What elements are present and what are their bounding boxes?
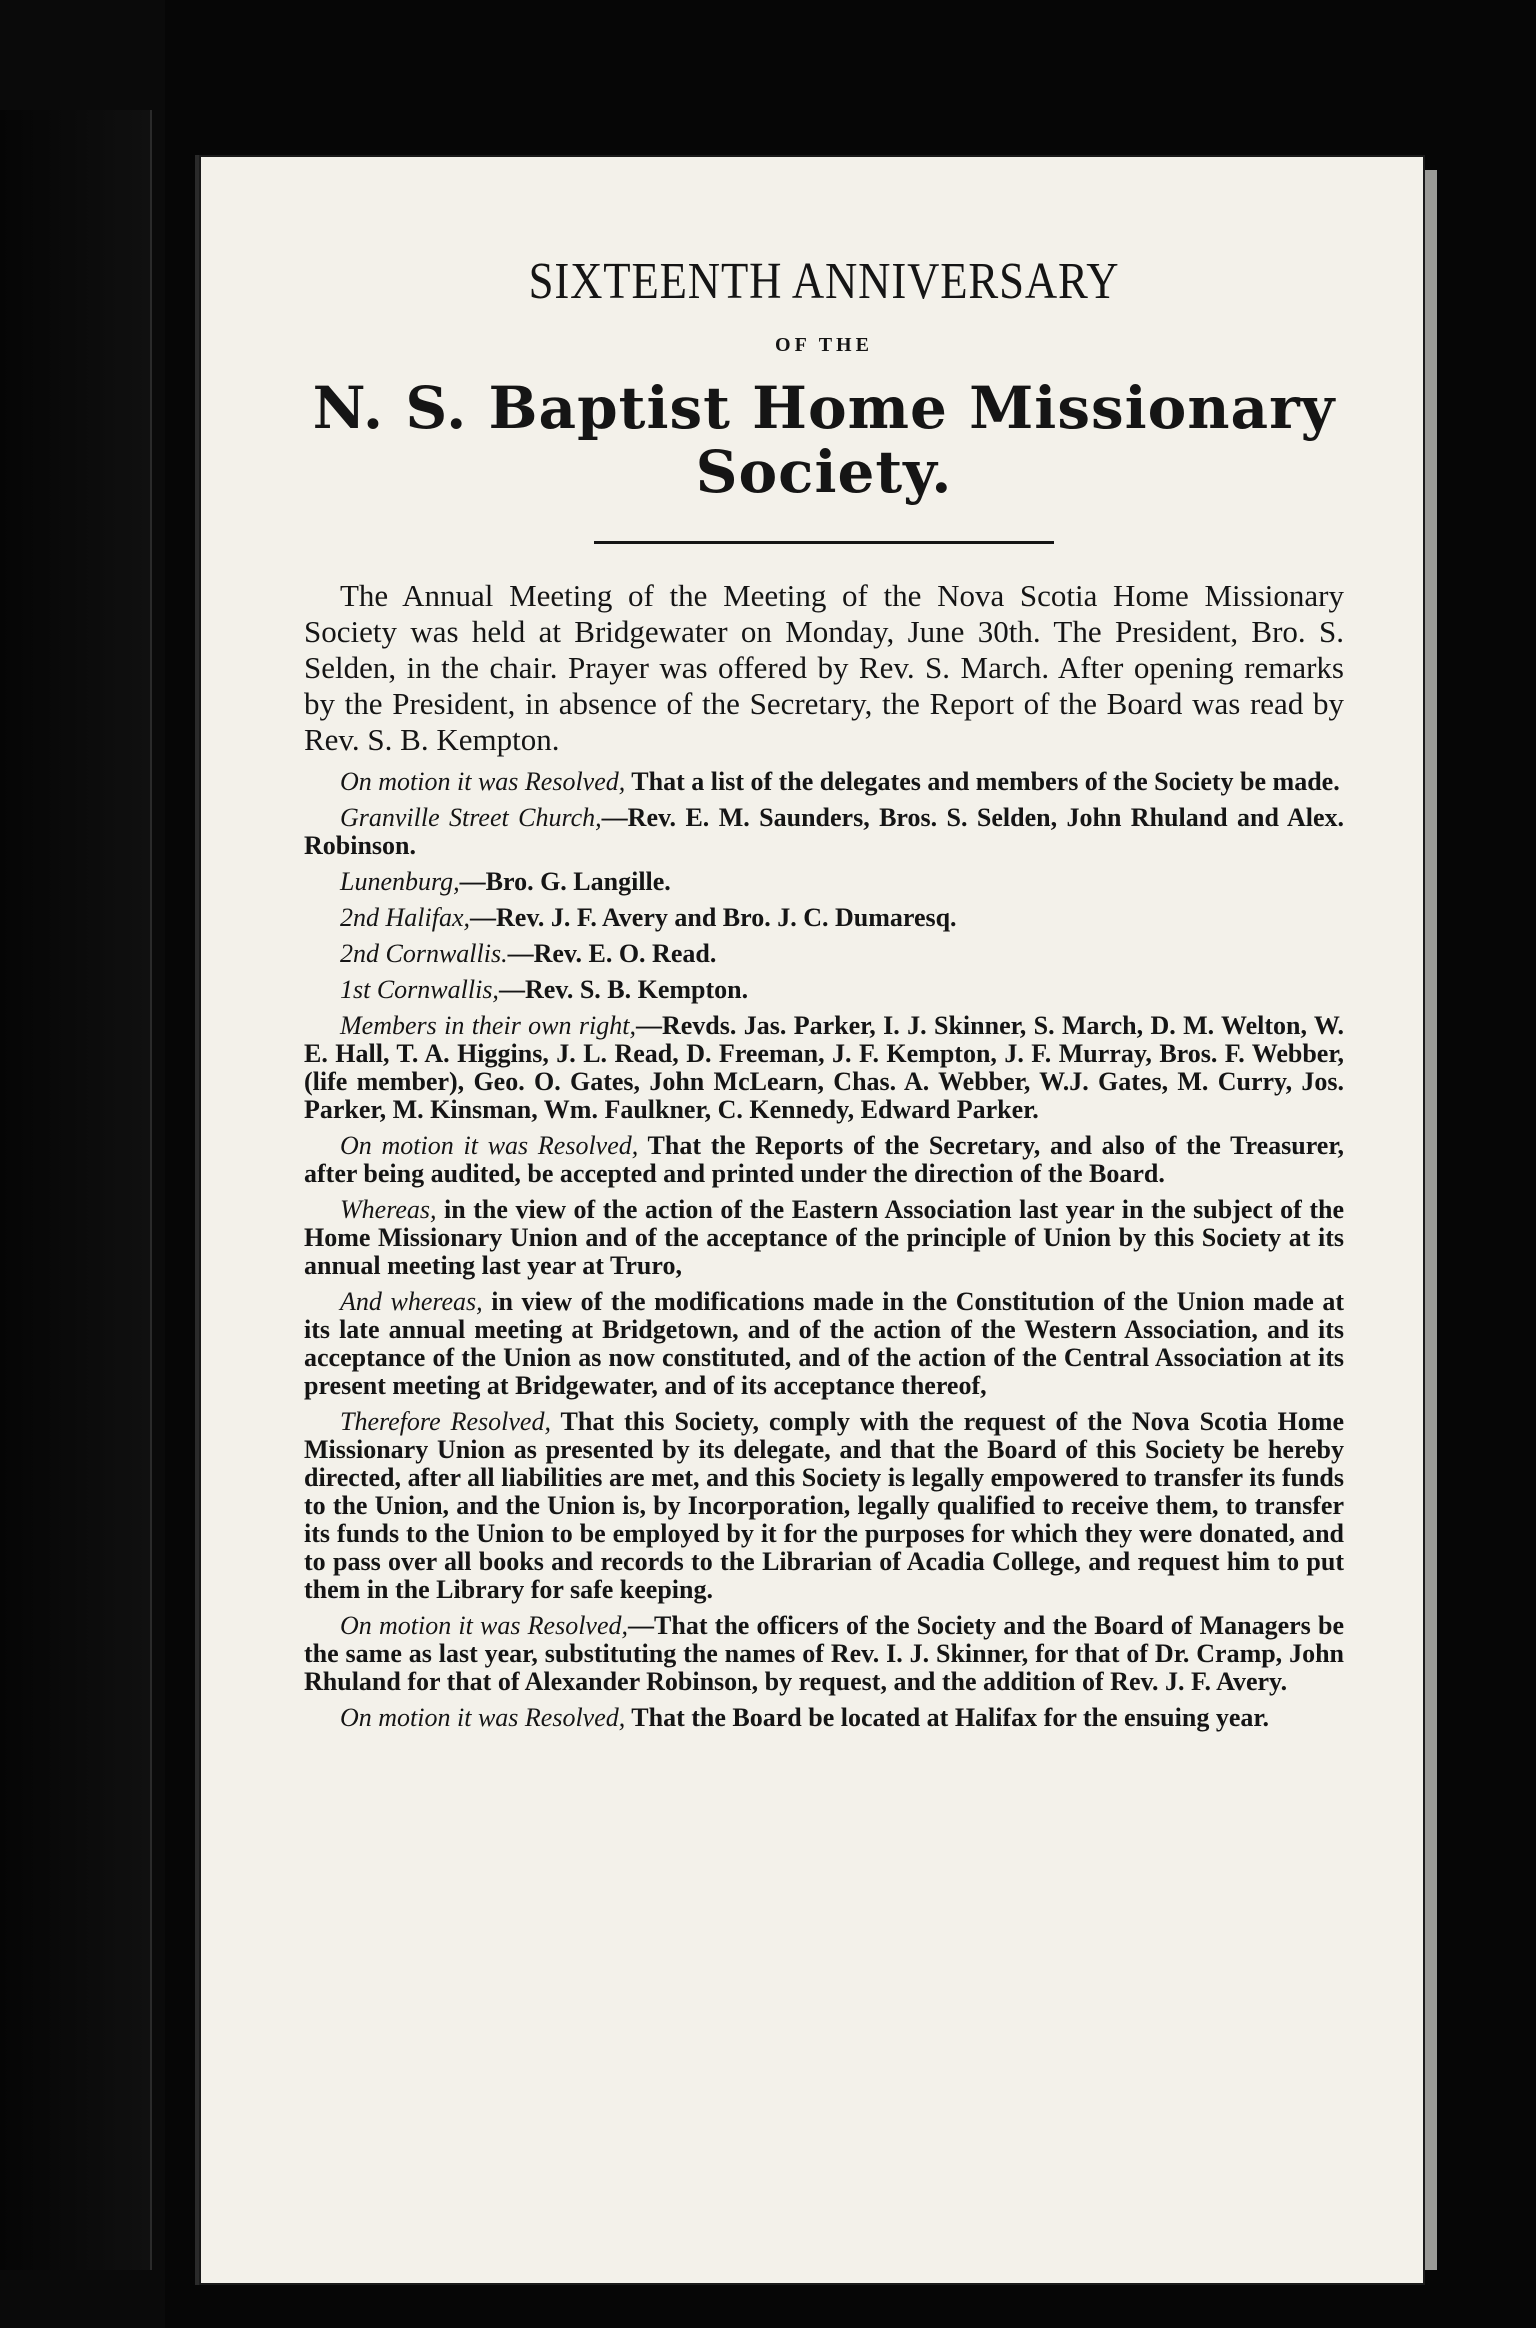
minutes-paragraph <box>304 1132 1344 1188</box>
minutes-paragraph <box>304 940 1344 968</box>
paragraph-text: —Rev. E. O. Read. <box>507 938 717 968</box>
page-content <box>304 253 1344 1740</box>
title-rule <box>594 541 1054 544</box>
paragraph-lead: On motion it was Resolved, <box>340 1702 626 1732</box>
paragraph-lead: Members in their own right, <box>340 1010 636 1040</box>
paragraph-text: —Rev. S. B. Kempton. <box>498 974 749 1004</box>
paragraph-lead: Granville Street Church, <box>340 802 602 832</box>
paragraph-text: —Rev. J. F. Avery and Bro. J. C. Dumaresq. <box>470 902 957 932</box>
minutes-paragraph <box>304 904 1344 932</box>
paragraph-lead: 2nd Halifax, <box>340 902 470 932</box>
minutes-paragraph <box>304 1196 1344 1280</box>
paragraph-lead: Lunenburg, <box>340 866 460 896</box>
document-page <box>195 155 1425 2285</box>
minutes-paragraph <box>304 1408 1344 1604</box>
paragraph-lead: On motion it was Resolved, <box>340 766 626 796</box>
paragraph-text: —Bro. G. Langille. <box>459 866 671 896</box>
paragraph-lead: 1st Cornwallis, <box>340 974 499 1004</box>
paragraph-lead: On motion it was Resolved, <box>340 1610 629 1640</box>
paragraph-text: —Rev. E. M. Saunders, Bros. S. Selden, John Rhuland and Alex. Robinson. <box>304 802 1344 860</box>
society-name: N. S. Baptist Home Missionary Society. <box>312 374 1336 506</box>
paragraph-lead: On motion it was Resolved, <box>340 1130 639 1160</box>
paragraph-text: That the Board be located at Halifax for the ensuing year. <box>625 1702 1270 1732</box>
title-connector: OF THE <box>775 334 873 357</box>
paragraph-text: in view of the modifications made in the Constitution of the Union made at its late annual meeting at Bridgetown, and of the action of the Western Association, and its acceptance of the Union as now constituted, and of the action of the Central Association at its present meeting at Bridgewater, and of its acceptance thereof, <box>304 1286 1344 1400</box>
paragraph-text: That the Reports of the Secretary, and also of the Treasurer, after being audited, be accepted and printed under the direction of the Board. <box>304 1130 1344 1188</box>
paragraph-lead: 2nd Cornwallis. <box>340 938 508 968</box>
paragraph-lead: Whereas, <box>340 1194 437 1224</box>
page-title: SIXTEENTH ANNIVERSARY <box>528 253 1120 310</box>
right-page-edge <box>1425 170 1437 2270</box>
paragraph-text: —Revds. Jas. Parker, I. J. Skinner, S. March, D. M. Welton, W. E. Hall, T. A. Higgins, J. L. Read, D. Freeman, J. F. Kempton, J. F. Murray, Bros. F. Webber, (life member), Geo. O. Gates, John McLearn, Chas. A. Webber, W.J. Gates, M. Curry, Jos. Parker, M. Kinsman, Wm. Faulkner, C. Kennedy, Edward Parker. <box>304 1010 1344 1124</box>
left-page-edge <box>0 110 152 2270</box>
minutes-paragraph <box>304 868 1344 896</box>
minutes-paragraph <box>304 976 1344 1004</box>
paragraph-text: That a list of the delegates and members of the Society be made. <box>625 766 1340 796</box>
minutes-paragraph <box>304 804 1344 860</box>
left-margin-dark <box>0 0 165 2328</box>
minutes-paragraph <box>304 1288 1344 1400</box>
intro-paragraph: The Annual Meeting of the Meeting of the Nova Scotia Home Missionary Society was held at Bridgewater on Monday, June 30th. The President, Bro. S. Selden, in the chair. Prayer was offered by Rev. S. March. After opening remarks by the President, in absence of the Secretary, the Report of the Board was read by Rev. S. B. Kempton. <box>304 577 1344 757</box>
minutes-paragraph <box>304 1704 1344 1732</box>
paragraph-lead: And whereas, <box>340 1286 483 1316</box>
paragraph-lead: Therefore Resolved, <box>340 1406 551 1436</box>
paragraph-text: —That the officers of the Society and the Board of Managers be the same as last year, substituting the names of Rev. I. J. Skinner, for that of Dr. Cramp, John Rhuland for that of Alexander Robinson, by request, and the addition of Rev. J. F. Avery. <box>304 1610 1344 1696</box>
minutes-paragraph <box>304 768 1344 796</box>
paragraph-text: in the view of the action of the Eastern Association last year in the subject of the Home Missionary Union and of the acceptance of the principle of Union by this Society at its annual meeting last year at Truro, <box>304 1194 1344 1280</box>
paragraph-text: That this Society, comply with the request of the Nova Scotia Home Missionary Union as presented by its delegate, and that the Board of this Society be hereby directed, after all liabilities are met, and this Society is legally empowered to transfer its funds to the Union, and the Union is, by Incorporation, legally qualified to receive them, to transfer its funds to the Union to be employed by it for the purposes for which they were donated, and to pass over all books and records to the Librarian of Acadia College, and request him to put them in the Library for safe keeping. <box>304 1406 1344 1604</box>
minutes-paragraph <box>304 1012 1344 1124</box>
minutes-paragraph <box>304 1612 1344 1696</box>
